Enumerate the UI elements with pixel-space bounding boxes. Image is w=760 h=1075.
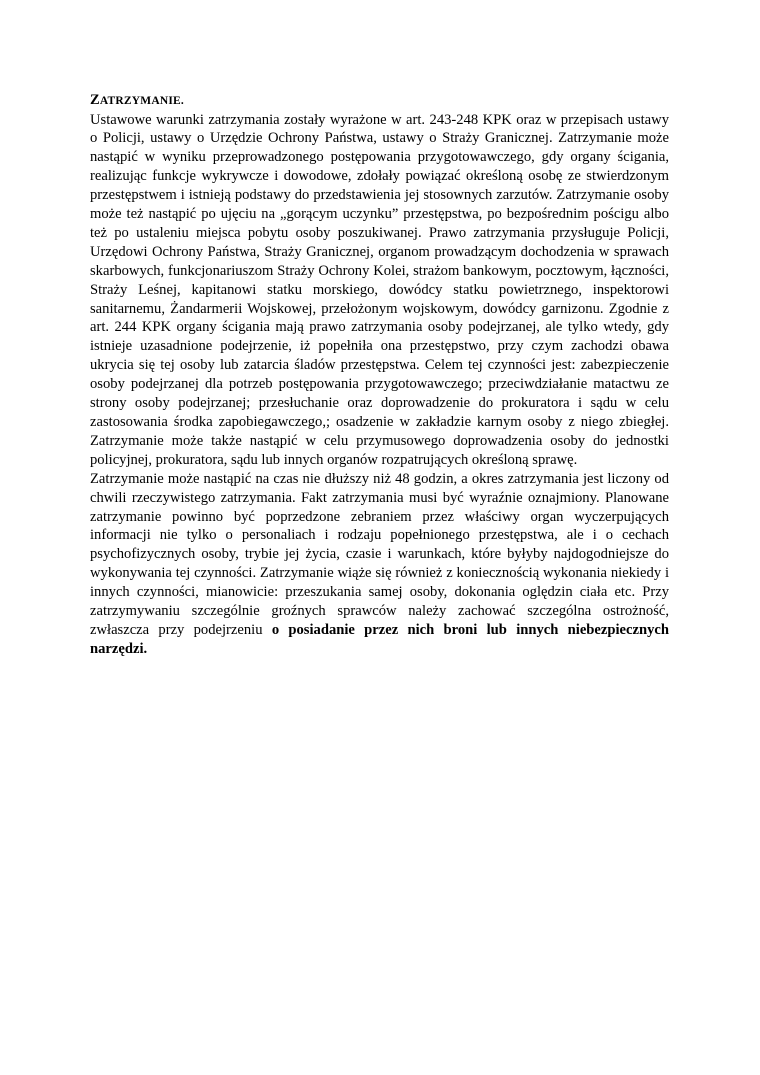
title-first-letter: Z <box>90 92 100 108</box>
document-page <box>90 91 669 659</box>
paragraph-2-bold: o posiadanie przez nich broni lub innych niebezpiecznych narzędzi. <box>90 621 669 657</box>
section-title <box>90 91 669 111</box>
paragraph-2-text: Zatrzymanie może nastąpić na czas nie dłuższy niż 48 godzin, a okres zatrzymania jest liczony od chwili rzeczywistego zatrzymania. Fakt zatrzymania musi być wyraźnie oznajmiony. Planowane zatrzymanie powinno być poprzedzone zebraniem przez właściwy organ wyczerpujących informacji nie tylko o personaliach i rodzaju popełnionego przestępstwa, ale i o cechach psychofizycznych osoby, trybie jej życia, czasie i warunkach, które byłyby najdogodniejsze do wykonywania tej czynności. Zatrzymanie wiąże się również z koniecznością wykonania niekiedy i innych czynności, mianowicie: przeszukania samej osoby, dokonania oględzin ciała etc. Przy zatrzymywaniu szczególnie groźnych sprawców należy zachować szczególna ostrożność, zwłaszcza przy podejrzeniu <box>90 470 669 638</box>
title-rest: ATRZYMANIE. <box>99 95 184 107</box>
paragraph-1: Ustawowe warunki zatrzymania zostały wyrażone w art. 243-248 KPK oraz w przepisach ustawy o Policji, ustawy o Urzędzie Ochrony Państwa, ustawy o Straży Granicznej. Zatrzymanie może nastąpić w wyniku przeprowadzonego postępowania przygotowawczego, gdy organy ścigania, realizując funkcje wykrywcze i dowodowe, zdołały powiązać określoną osobę ze stwierdzonym przestępstwem i istnieją podstawy do przedstawienia jej stosownych zarzutów. Zatrzymanie osoby może też nastąpić po ujęciu na „gorącym uczynku” przestępstwa, po bezpośrednim pościgu albo też po ustaleniu miejsca pobytu osoby poszukiwanej. Prawo zatrzymania przysługuje Policji, Urzędowi Ochrony Państwa, Straży Granicznej, organom prowadzącym dochodzenia w sprawach skarbowych, funkcjonariuszom Straży Ochrony Kolei, strażom bankowym, pocztowym, łączności, Straży Leśnej, kapitanowi statku morskiego, dowódcy statku powietrznego, inspektorowi sanitarnemu, Żandarmerii Wojskowej, przełożonym wojskowym, dowódcy garnizonu. Zgodnie z art. 244 KPK organy ścigania mają prawo zatrzymania osoby podejrzanej, ale tylko wtedy, gdy istnieje uzasadnione podejrzenie, iż popełniła ona przestępstwo, przy czym zachodzi obawa ukrycia się tej osoby lub zatarcia śladów przestępstwa. Celem tej czynności jest: zabezpieczenie osoby podejrzanej dla potrzeb postępowania przygotowawczego; przeciwdziałanie matactwu ze strony osoby podejrzanej; przesłuchanie oraz doprowadzenie do prokuratora i sądu w celu zastosowania środka zapobiegawczego,; osadzenie w zakładzie karnym osoby z niego zbiegłej. Zatrzymanie może także nastąpić w celu przymusowego doprowadzenia osoby do jednostki policyjnej, prokuratora, sądu lub innych organów rozpatrujących określoną sprawę. <box>90 111 669 468</box>
paragraph-2 <box>90 470 669 659</box>
